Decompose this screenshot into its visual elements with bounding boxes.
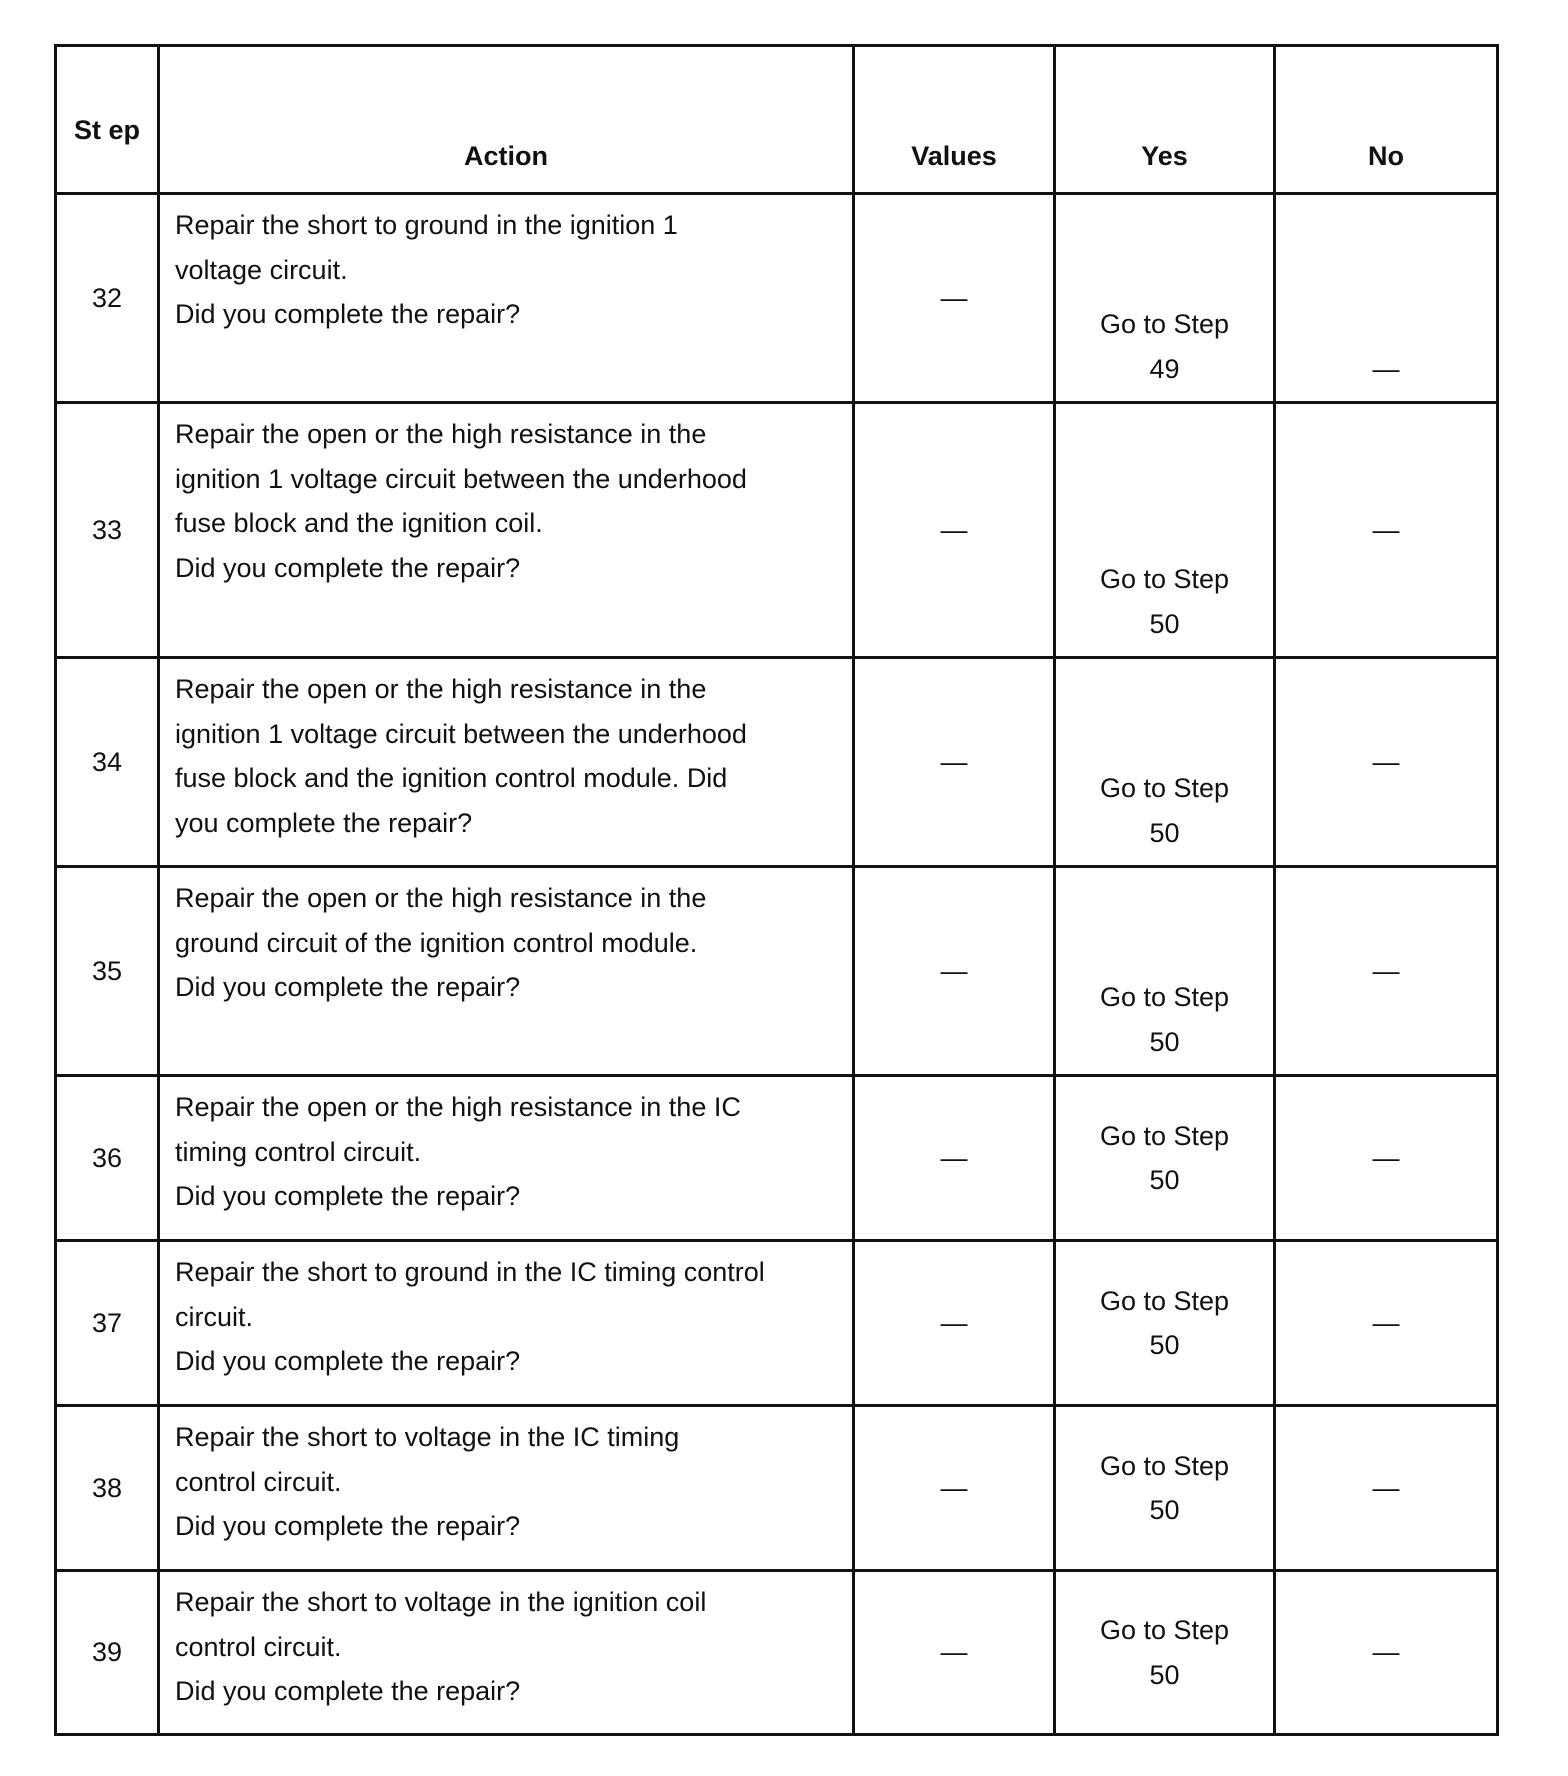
action-line: Did you complete the repair? <box>175 552 521 583</box>
no-cell: — <box>1275 1241 1498 1406</box>
values-cell: — <box>854 194 1055 403</box>
yes-goto-step: 50 <box>1149 1330 1180 1360</box>
step-number: 33 <box>56 403 159 658</box>
action-line: Did you complete the repair? <box>175 1346 521 1376</box>
header-row <box>56 46 1498 194</box>
action-line: control circuit. <box>175 1466 342 1497</box>
action-line: Repair the short to voltage in the ignition coil <box>175 1587 707 1617</box>
table-row <box>56 1241 1498 1406</box>
action-line: Did you complete the repair? <box>175 299 521 329</box>
action-cell <box>159 1406 854 1571</box>
diagnostic-table <box>54 44 1499 1736</box>
values-cell: — <box>854 1406 1055 1571</box>
action-line: Repair the open or the high resistance in the <box>175 674 707 704</box>
yes-goto-label: Go to Step <box>1099 1120 1230 1151</box>
action-cell <box>159 403 854 658</box>
action-line: fuse block and the ignition coil. <box>175 508 543 538</box>
step-number: 37 <box>56 1241 159 1406</box>
action-line: Did you complete the repair? <box>175 1511 521 1541</box>
no-cell: — <box>1275 1571 1498 1735</box>
no-cell: — <box>1275 403 1498 658</box>
action-line: ignition 1 voltage circuit between the underhood <box>175 463 747 494</box>
action-line: you complete the repair? <box>175 807 473 838</box>
table-row <box>56 867 1498 1076</box>
table-row <box>56 1076 1498 1241</box>
yes-goto-label: Go to Step <box>1099 773 1230 803</box>
table-row <box>56 1571 1498 1735</box>
values-cell: — <box>854 403 1055 658</box>
yes-goto-label: Go to Step <box>1099 1450 1230 1481</box>
step-number: 34 <box>56 658 159 867</box>
values-cell: — <box>854 867 1055 1076</box>
action-line: ignition 1 voltage circuit between the underhood <box>175 718 747 749</box>
yes-cell <box>1055 658 1275 867</box>
yes-goto-label: Go to Step <box>1099 1285 1230 1316</box>
action-cell <box>159 1571 854 1735</box>
action-cell <box>159 194 854 403</box>
action-line: Repair the short to voltage in the IC timing <box>175 1422 680 1452</box>
yes-cell <box>1055 1076 1275 1241</box>
action-line: Repair the open or the high resistance in the IC <box>175 1092 741 1122</box>
header-values: Values <box>854 46 1055 194</box>
action-line: Repair the open or the high resistance in the <box>175 419 707 449</box>
action-cell <box>159 1076 854 1241</box>
yes-cell <box>1055 1571 1275 1735</box>
step-number: 36 <box>56 1076 159 1241</box>
step-number: 38 <box>56 1406 159 1571</box>
action-line: voltage circuit. <box>175 254 348 285</box>
yes-goto-label: Go to Step <box>1099 982 1230 1012</box>
yes-goto-step: 49 <box>1149 353 1180 384</box>
yes-goto-step: 50 <box>1149 608 1180 639</box>
header-no: No <box>1275 46 1498 194</box>
step-number: 35 <box>56 867 159 1076</box>
action-line: Did you complete the repair? <box>175 1181 521 1211</box>
action-cell <box>159 658 854 867</box>
action-line: ground circuit of the ignition control module. <box>175 927 698 958</box>
action-line: control circuit. <box>175 1631 342 1662</box>
yes-cell <box>1055 1241 1275 1406</box>
yes-cell <box>1055 403 1275 658</box>
yes-goto-step: 50 <box>1149 1659 1180 1690</box>
yes-cell <box>1055 1406 1275 1571</box>
action-line: Repair the open or the high resistance in the <box>175 883 707 913</box>
diagnostic-table-container <box>54 44 1496 1736</box>
yes-goto-step: 50 <box>1149 1495 1180 1525</box>
values-cell: — <box>854 1076 1055 1241</box>
yes-cell <box>1055 867 1275 1076</box>
yes-goto-step: 50 <box>1149 817 1180 848</box>
table-row <box>56 658 1498 867</box>
header-yes: Yes <box>1055 46 1275 194</box>
header-action: Action <box>159 46 854 194</box>
no-cell: — <box>1275 194 1498 403</box>
action-line: circuit. <box>175 1301 254 1332</box>
step-number: 32 <box>56 194 159 403</box>
yes-goto-step: 50 <box>1149 1165 1180 1195</box>
yes-goto-label: Go to Step <box>1099 1615 1230 1645</box>
values-cell: — <box>854 658 1055 867</box>
action-line: Did you complete the repair? <box>175 1676 521 1706</box>
action-cell <box>159 1241 854 1406</box>
action-line: Did you complete the repair? <box>175 972 521 1002</box>
action-line: fuse block and the ignition control module. Did <box>175 763 728 793</box>
yes-goto-step: 50 <box>1149 1026 1180 1057</box>
no-cell: — <box>1275 867 1498 1076</box>
yes-goto-label: Go to Step <box>1099 309 1230 339</box>
action-line: Repair the short to ground in the ignition 1 <box>175 210 678 240</box>
table-row <box>56 403 1498 658</box>
no-cell: — <box>1275 1076 1498 1241</box>
header-step: St ep <box>56 46 159 194</box>
yes-cell <box>1055 194 1275 403</box>
no-cell: — <box>1275 1406 1498 1571</box>
action-line: Repair the short to ground in the IC timing control <box>175 1257 765 1287</box>
action-cell <box>159 867 854 1076</box>
step-number: 39 <box>56 1571 159 1735</box>
table-row <box>56 1406 1498 1571</box>
no-cell: — <box>1275 658 1498 867</box>
values-cell: — <box>854 1241 1055 1406</box>
values-cell: — <box>854 1571 1055 1735</box>
action-line: timing control circuit. <box>175 1136 422 1167</box>
table-row <box>56 194 1498 403</box>
yes-goto-label: Go to Step <box>1099 564 1230 594</box>
